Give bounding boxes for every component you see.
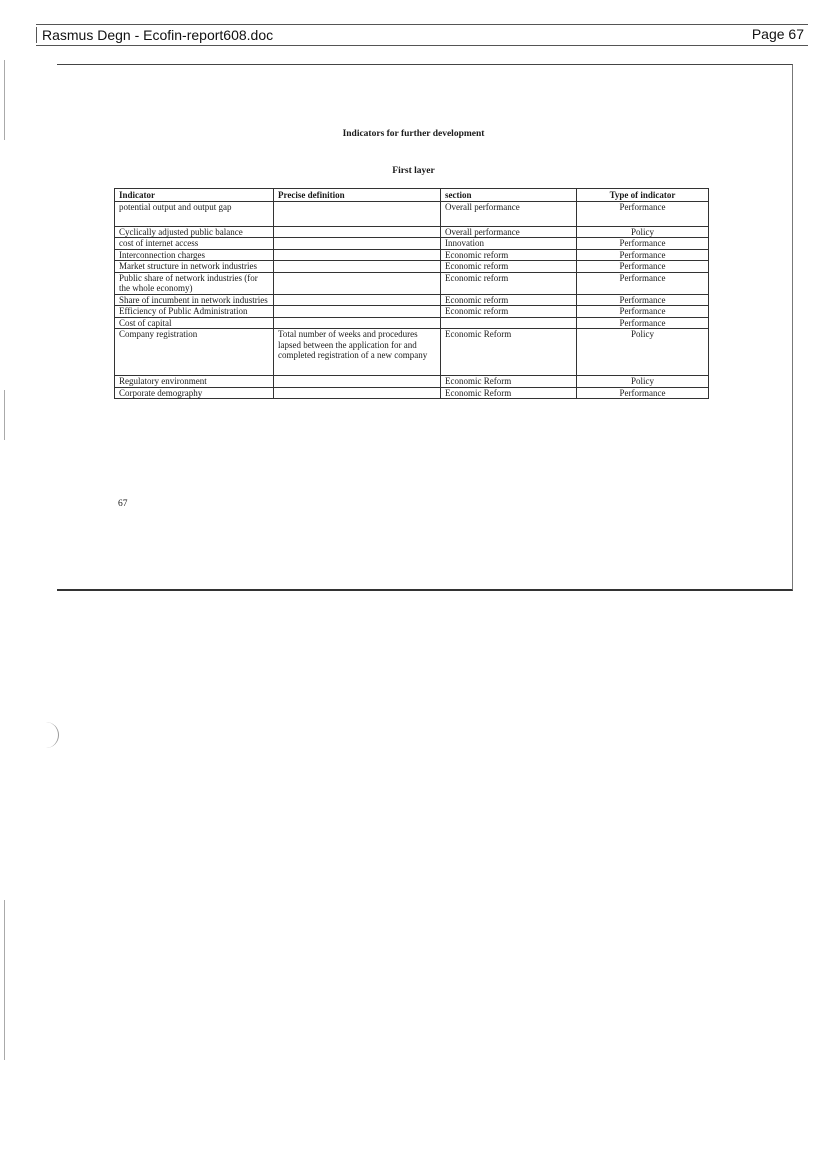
cell-type: Performance xyxy=(577,261,709,273)
cell-type: Performance xyxy=(577,201,709,226)
cell-definition xyxy=(274,294,441,306)
cell-indicator: Cyclically adjusted public balance xyxy=(115,226,274,238)
cell-type: Policy xyxy=(577,329,709,376)
scan-margin-line xyxy=(4,60,5,140)
cell-type: Performance xyxy=(577,317,709,329)
table-row xyxy=(115,376,709,388)
cell-indicator: Share of incumbent in network industries xyxy=(115,294,274,306)
document-header xyxy=(36,24,808,46)
document-filename: Rasmus Degn - Ecofin-report608.doc xyxy=(42,27,274,43)
cell-definition xyxy=(274,272,441,294)
table-row xyxy=(115,238,709,250)
cell-section: Economic reform xyxy=(441,249,577,261)
column-header-definition: Precise definition xyxy=(274,189,441,202)
cell-indicator: potential output and output gap xyxy=(115,201,274,226)
table-row xyxy=(115,294,709,306)
table-row xyxy=(115,226,709,238)
cell-indicator: Interconnection charges xyxy=(115,249,274,261)
table-header-row xyxy=(115,189,709,202)
table-row xyxy=(115,261,709,273)
cell-section xyxy=(441,317,577,329)
cell-indicator: Regulatory environment xyxy=(115,376,274,388)
cell-indicator: Company registration xyxy=(115,329,274,376)
cell-definition xyxy=(274,249,441,261)
cell-section: Economic Reform xyxy=(441,376,577,388)
cell-definition xyxy=(274,226,441,238)
page-number: 67 xyxy=(118,499,128,509)
cell-type: Performance xyxy=(577,306,709,318)
cell-type: Performance xyxy=(577,249,709,261)
scan-margin-line xyxy=(4,900,5,1060)
scan-margin-line xyxy=(4,390,5,440)
cell-section: Economic reform xyxy=(441,261,577,273)
cell-definition: Total number of weeks and procedures lapsed between the application for and completed registration of a new company xyxy=(274,329,441,376)
cell-definition xyxy=(274,201,441,226)
cell-section: Economic reform xyxy=(441,294,577,306)
table-row xyxy=(115,329,709,376)
cell-definition xyxy=(274,306,441,318)
cell-indicator: Cost of capital xyxy=(115,317,274,329)
table-row xyxy=(115,249,709,261)
table-row xyxy=(115,272,709,294)
indicators-table xyxy=(114,188,709,399)
cell-section: Economic reform xyxy=(441,306,577,318)
table-row xyxy=(115,317,709,329)
document-subtitle: First layer xyxy=(392,166,435,176)
cell-section: Economic Reform xyxy=(441,387,577,399)
cell-type: Performance xyxy=(577,387,709,399)
table-row xyxy=(115,387,709,399)
cell-indicator: Efficiency of Public Administration xyxy=(115,306,274,318)
cell-section: Economic reform xyxy=(441,272,577,294)
header-divider xyxy=(36,27,37,43)
cell-section: Overall performance xyxy=(441,201,577,226)
column-header-type: Type of indicator xyxy=(577,189,709,202)
table-row xyxy=(115,201,709,226)
cell-definition xyxy=(274,261,441,273)
cell-indicator: cost of internet access xyxy=(115,238,274,250)
cell-definition xyxy=(274,238,441,250)
document-title: Indicators for further development xyxy=(342,129,485,139)
cell-indicator: Public share of network industries (for the whole economy) xyxy=(115,272,274,294)
cell-section: Overall performance xyxy=(441,226,577,238)
cell-type: Performance xyxy=(577,238,709,250)
cell-type: Performance xyxy=(577,272,709,294)
cell-definition xyxy=(274,387,441,399)
table-row xyxy=(115,306,709,318)
scan-artifact xyxy=(44,722,59,748)
cell-section: Innovation xyxy=(441,238,577,250)
cell-definition xyxy=(274,376,441,388)
cell-type: Policy xyxy=(577,376,709,388)
cell-indicator: Corporate demography xyxy=(115,387,274,399)
page-label: Page 67 xyxy=(751,26,804,42)
cell-indicator: Market structure in network industries xyxy=(115,261,274,273)
cell-type: Performance xyxy=(577,294,709,306)
cell-section: Economic Reform xyxy=(441,329,577,376)
cell-definition xyxy=(274,317,441,329)
column-header-indicator: Indicator xyxy=(115,189,274,202)
column-header-section: section xyxy=(441,189,577,202)
cell-type: Policy xyxy=(577,226,709,238)
